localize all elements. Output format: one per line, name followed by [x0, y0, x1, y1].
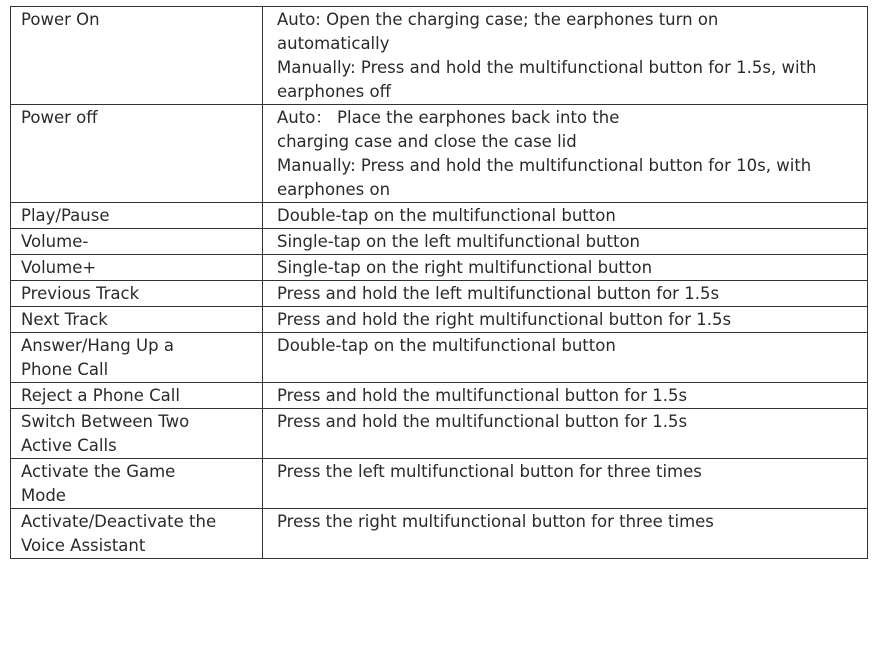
action-text: Active Calls — [21, 436, 117, 455]
action-text: Switch Between Two — [21, 412, 190, 431]
action-cell — [11, 281, 263, 307]
description-cell — [263, 255, 868, 281]
action-text: Reject a Phone Call — [21, 386, 180, 405]
action-cell — [11, 409, 263, 459]
action-text: Phone Call — [21, 360, 109, 379]
table-row — [11, 7, 868, 105]
description-text: Press the left multifunctional button for three times — [277, 462, 702, 481]
table-row — [11, 203, 868, 229]
description-cell — [263, 105, 868, 203]
description-cell — [263, 203, 868, 229]
description-text: Single-tap on the right multifunctional button — [277, 258, 653, 277]
table-body — [11, 7, 868, 559]
action-text: Next Track — [21, 310, 108, 329]
description-text: Auto： Place the earphones back into the — [277, 108, 620, 127]
description-text: Double-tap on the multifunctional button — [277, 206, 616, 225]
action-cell — [11, 307, 263, 333]
description-text: earphones off — [277, 82, 391, 101]
description-text: charging case and close the case lid — [277, 132, 577, 151]
action-cell — [11, 105, 263, 203]
table-row — [11, 383, 868, 409]
table-row — [11, 255, 868, 281]
description-cell — [263, 509, 868, 559]
action-cell — [11, 333, 263, 383]
action-cell — [11, 7, 263, 105]
description-text: Double-tap on the multifunctional button — [277, 336, 616, 355]
action-text: Activate/Deactivate the — [21, 512, 217, 531]
description-text: Press and hold the multifunctional button for 1.5s — [277, 386, 688, 405]
table-row — [11, 409, 868, 459]
description-text: Press the right multifunctional button for three times — [277, 512, 714, 531]
table-row — [11, 459, 868, 509]
description-cell — [263, 333, 868, 383]
table-row — [11, 281, 868, 307]
description-text: Press and hold the multifunctional button for 1.5s — [277, 412, 688, 431]
action-text: Activate the Game — [21, 462, 176, 481]
action-text: Play/Pause — [21, 206, 110, 225]
action-text: Answer/Hang Up a — [21, 336, 174, 355]
action-cell — [11, 203, 263, 229]
action-text: Power off — [21, 108, 98, 127]
description-text: Single-tap on the left multifunctional button — [277, 232, 640, 251]
table-row — [11, 229, 868, 255]
description-text: automatically — [277, 34, 390, 53]
action-cell — [11, 229, 263, 255]
action-text: Volume- — [21, 232, 89, 251]
action-cell — [11, 255, 263, 281]
description-text: Auto: Open the charging case; the earphones turn on — [277, 10, 719, 29]
description-text: Press and hold the left multifunctional button for 1.5s — [277, 284, 720, 303]
action-text: Previous Track — [21, 284, 140, 303]
description-cell — [263, 459, 868, 509]
table-row — [11, 509, 868, 559]
earphone-controls-table — [10, 6, 868, 559]
action-text: Power On — [21, 10, 100, 29]
action-cell — [11, 383, 263, 409]
action-cell — [11, 509, 263, 559]
action-cell — [11, 459, 263, 509]
description-text: Manually: Press and hold the multifunctional button for 10s, with — [277, 156, 812, 175]
action-text: Voice Assistant — [21, 536, 146, 555]
description-cell — [263, 7, 868, 105]
table-row — [11, 333, 868, 383]
description-cell — [263, 307, 868, 333]
table-row — [11, 105, 868, 203]
action-text: Volume+ — [21, 258, 97, 277]
description-cell — [263, 281, 868, 307]
description-cell — [263, 229, 868, 255]
description-text: Press and hold the right multifunctional button for 1.5s — [277, 310, 732, 329]
description-text: earphones on — [277, 180, 391, 199]
action-text: Mode — [21, 486, 66, 505]
description-cell — [263, 409, 868, 459]
description-text: Manually: Press and hold the multifunctional button for 1.5s, with — [277, 58, 817, 77]
description-cell — [263, 383, 868, 409]
table-row — [11, 307, 868, 333]
